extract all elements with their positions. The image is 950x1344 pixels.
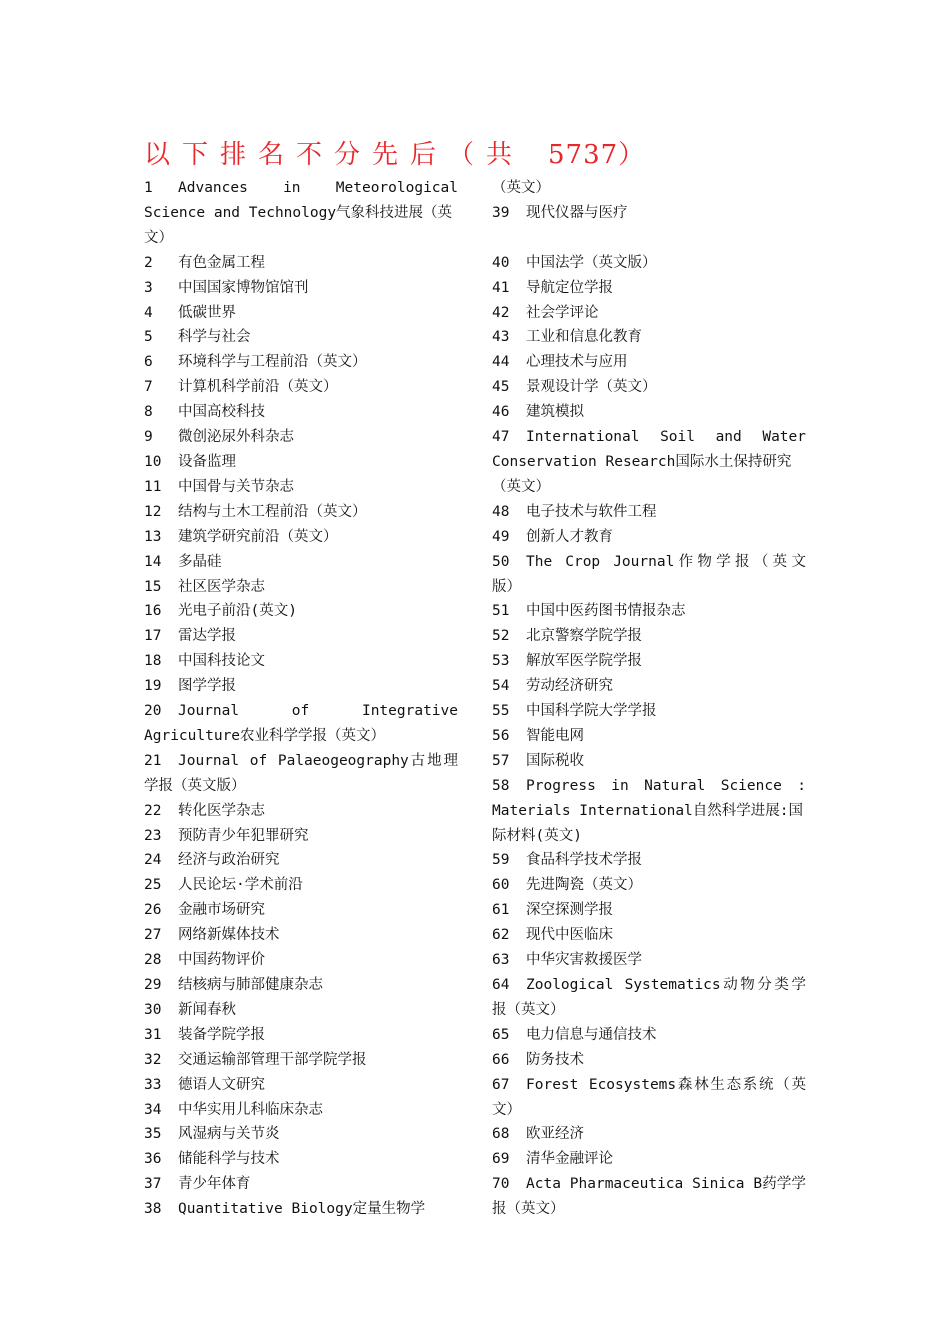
entry-number: 56 [492,727,510,744]
journal-entry [144,948,458,973]
entry-number: 61 [492,902,510,919]
journal-entry [492,724,806,749]
entry-number: 8 [144,404,153,421]
entry-number: 1 [144,180,153,196]
entry-title: 食品科学技术学报 [526,852,642,869]
entry-title: 创新人才教育 [526,528,613,545]
entry-number: 21 [144,752,162,769]
entry-number: 47 [492,429,510,446]
journal-entry [144,176,458,251]
entry-title: 建筑学研究前沿（英文） [178,528,338,545]
entry-number: 36 [144,1151,162,1168]
entry-number: 18 [144,653,162,670]
entry-number: 4 [144,304,153,321]
entry-number: 64 [492,977,510,993]
entry-title: 储能科学与技术 [178,1151,280,1168]
entry-title: International Soil and Water [526,429,806,446]
entry-number: 68 [492,1126,510,1143]
entry-title: 新闻春秋 [178,1001,236,1018]
journal-entry [492,774,806,849]
entry-title: 环境科学与工程前沿（英文） [178,354,367,371]
entry-number: 25 [144,877,162,894]
journal-entry [492,923,806,948]
entry-title: 社区医学杂志 [178,578,265,595]
entry-title: 交通运输部管理干部学院学报 [178,1051,367,1068]
journal-entry [492,948,806,973]
entry-number: 59 [492,852,510,869]
entry-number: 22 [144,802,162,819]
journal-entry [492,325,806,350]
journal-entry [144,998,458,1023]
title-text: 以下排名不分先后（共 [144,140,525,170]
journal-entry [144,1122,458,1147]
entry-title-continued: 学报（英文版） [144,777,246,794]
entry-number: 5 [144,329,153,346]
page-title [144,134,645,171]
entry-title: 现代仪器与医疗 [526,204,628,221]
entry-number: 34 [144,1101,162,1118]
journal-entry [492,699,806,724]
entry-number: 24 [144,852,162,869]
journal-entry [492,400,806,425]
journal-entry [144,799,458,824]
entry-title: 电子技术与软件工程 [526,503,657,520]
journal-entry [492,226,806,251]
journal-entry [492,1122,806,1147]
journal-entry [492,201,806,226]
entry-number: 23 [144,827,162,844]
journal-entry [144,1197,458,1222]
entry-title: 心理技术与应用 [526,354,628,371]
entry-number: 52 [492,628,510,645]
journal-entry [144,973,458,998]
entry-number: 37 [144,1176,162,1193]
journal-entry [144,251,458,276]
journal-entry [492,848,806,873]
journal-entry [144,575,458,600]
journal-entry [492,550,806,600]
entry-number: 41 [492,279,510,296]
entry-title: 多晶硅 [178,553,222,570]
entry-title: 装备学院学报 [178,1026,265,1043]
entry-number: 32 [144,1051,162,1068]
journal-entry [492,500,806,525]
entry-number: 69 [492,1151,510,1168]
entry-title: 北京警察学院学报 [526,628,642,645]
entry-title: Progress in Natural Science : [526,777,806,794]
journal-entry [492,898,806,923]
entry-title-continued: Materials International自然科学进展:国际材料(英文) [492,802,804,844]
journal-entry [144,325,458,350]
entry-title: Quantitative Biology定量生物学 [178,1201,426,1218]
entry-title-continued: Conservation Research国际水土保持研究（英文） [492,453,792,495]
entry-number: 20 [144,703,162,720]
journal-entry [492,525,806,550]
journal-entry [144,375,458,400]
entry-title: 风湿病与关节炎 [178,1126,280,1143]
entry-title: 清华金融评论 [526,1151,613,1168]
entry-title: Zoological Systematics动物分类学 [526,977,806,993]
entry-number: 26 [144,902,162,919]
journal-entry [144,624,458,649]
entry-number: 6 [144,354,153,371]
entry-title: 青少年体育 [178,1176,251,1193]
entry-title: 人民论坛·学术前沿 [178,877,303,894]
journal-entry [492,674,806,699]
journal-entry [144,749,458,799]
entry-title-continued: 报（英文） [492,1201,565,1218]
journal-entry [144,350,458,375]
entry-number: 63 [492,952,510,969]
entry-title: 导航定位学报 [526,279,613,296]
entry-number: 54 [492,678,510,695]
journal-entry [492,749,806,774]
journal-entry [144,1098,458,1123]
right-column [492,176,806,1222]
journal-entry [144,450,458,475]
journal-entry [492,251,806,276]
journal-entry [492,1172,806,1222]
journal-entry [144,550,458,575]
entry-title: 防务技术 [526,1051,584,1068]
entry-title: Acta Pharmaceutica Sinica B药学学 [526,1176,806,1193]
entry-title: 国际税收 [526,752,584,769]
entry-title: 中国骨与关节杂志 [178,478,294,495]
entry-number: 16 [144,603,162,620]
journal-entry [144,848,458,873]
entry-title: 先进陶瓷（英文） [526,877,642,894]
entry-title: 图学学报 [178,678,236,695]
entry-number: 43 [492,329,510,346]
entry-number: 27 [144,927,162,944]
journal-entry [144,301,458,326]
entry-title: 电力信息与通信技术 [526,1026,657,1043]
journal-entry [144,824,458,849]
entry-title: 景观设计学（英文） [526,379,657,396]
journal-entry [492,276,806,301]
entry-title: 智能电网 [526,727,584,744]
entry-number: 66 [492,1051,510,1068]
entry-number: 42 [492,304,510,321]
entry-number: 55 [492,703,510,720]
journal-entry [144,1023,458,1048]
journal-entry [492,873,806,898]
entry-title: 中国法学（英文版） [526,254,657,271]
entry-number: 13 [144,528,162,545]
entry-number: 9 [144,429,153,446]
journal-entry [144,898,458,923]
title-count: 5737） [548,140,646,170]
entry-number: 67 [492,1076,510,1093]
journal-entry [144,699,458,749]
journal-entry [144,873,458,898]
entry-number: 19 [144,678,162,695]
entry-number: 10 [144,453,162,470]
entry-number: 49 [492,528,510,545]
entry-title: 有色金属工程 [178,254,265,271]
journal-entry [492,350,806,375]
journal-entry [492,973,806,1023]
entry-title: The Crop Journal作物学报（英文 [526,553,806,570]
journal-entry [144,400,458,425]
entry-number: 11 [144,478,162,495]
entry-number: 45 [492,379,510,396]
journal-entry [144,276,458,301]
journal-entry [144,475,458,500]
entry-title: Journal of Palaeogeography古地理 [178,752,458,769]
journal-entry [492,1073,806,1123]
journal-entry [492,624,806,649]
entry-title: 经济与政治研究 [178,852,280,869]
entry-title: 工业和信息化教育 [526,329,642,346]
journal-entry [144,599,458,624]
entry-number: 39 [492,204,510,221]
journal-entry [144,923,458,948]
entry-title: Advances in Meteorological [178,180,458,196]
entry-number: 40 [492,254,510,271]
entry-number: 50 [492,553,510,570]
entry-title: 计算机科学前沿（英文） [178,379,338,396]
journal-entry [492,425,806,500]
entry-number: 48 [492,503,510,520]
entry-title: 预防青少年犯罪研究 [178,827,309,844]
journal-entry [144,1147,458,1172]
entry-title: 金融市场研究 [178,902,265,919]
journal-entry [144,1172,458,1197]
journal-entry [492,599,806,624]
entry-number: 46 [492,404,510,421]
entry-title: 中华实用儿科临床杂志 [178,1101,323,1118]
entry-number: 35 [144,1126,162,1143]
entry-number: 2 [144,254,153,271]
journal-entry [144,525,458,550]
entry-number: 28 [144,952,162,969]
entry-title: （英文） [492,180,550,196]
journal-entry [492,301,806,326]
journal-entry [492,1048,806,1073]
entry-number: 70 [492,1176,510,1193]
journal-entry [144,649,458,674]
entry-number: 60 [492,877,510,894]
entry-title-continued: 文） [492,1101,521,1118]
entry-title: 网络新媒体技术 [178,927,280,944]
entry-number: 31 [144,1026,162,1043]
entry-title: 结核病与肺部健康杂志 [178,977,323,993]
entry-title: 雷达学报 [178,628,236,645]
entry-title-continued: 报（英文） [492,1001,565,1018]
entry-title: 建筑模拟 [526,404,584,421]
journal-entry [144,500,458,525]
entry-title: 劳动经济研究 [526,678,613,695]
journal-entry [144,674,458,699]
journal-entry [144,1073,458,1098]
entry-number: 62 [492,927,510,944]
entry-title: 结构与土木工程前沿（英文） [178,503,367,520]
entry-number: 30 [144,1001,162,1018]
journal-entry [492,375,806,400]
entry-title: 光电子前沿(英文) [178,603,297,620]
entry-title: 设备监理 [178,453,236,470]
entry-title: 欧亚经济 [526,1126,584,1143]
entry-number: 29 [144,977,162,993]
journal-entry [492,649,806,674]
entry-number: 58 [492,777,510,794]
entry-number: 38 [144,1201,162,1218]
journal-entry [144,1048,458,1073]
entry-number: 7 [144,379,153,396]
entry-title-continued: 版） [492,578,521,595]
entry-title: 解放军医学院学报 [526,653,642,670]
journal-entry [492,1147,806,1172]
entry-title: 中国科技论文 [178,653,265,670]
entry-title: 中华灾害救援医学 [526,952,642,969]
entry-title: 中国高校科技 [178,404,265,421]
left-column [144,176,458,1222]
entry-number: 44 [492,354,510,371]
entry-title: 深空探测学报 [526,902,613,919]
entry-title: Journal of Integrative [178,703,458,720]
entry-number: 17 [144,628,162,645]
entry-number: 12 [144,503,162,520]
entry-number: 3 [144,279,153,296]
entry-title: 现代中医临床 [526,927,613,944]
entry-title-continued: Agriculture农业科学学报（英文） [144,727,386,744]
entry-title: 中国药物评价 [178,952,265,969]
entry-title: 中国科学院大学学报 [526,703,657,720]
entry-number: 15 [144,578,162,595]
entry-title: 中国国家博物馆馆刊 [178,279,309,296]
entry-number: 53 [492,653,510,670]
entry-title: 微创泌尿外科杂志 [178,429,294,446]
entry-title-continued: Science and Technology气象科技进展（英文） [144,204,453,246]
journal-entry [144,425,458,450]
entry-title: Forest Ecosystems森林生态系统（英 [526,1076,806,1093]
journal-entry [492,176,806,201]
entry-title: 中国中医药图书情报杂志 [526,603,686,620]
entry-number: 14 [144,553,162,570]
entry-title: 德语人文研究 [178,1076,265,1093]
entry-number: 33 [144,1076,162,1093]
entry-title: 科学与社会 [178,329,251,346]
entry-number: 51 [492,603,510,620]
entry-title: 社会学评论 [526,304,599,321]
entry-number: 65 [492,1026,510,1043]
journal-entry [492,1023,806,1048]
entry-number: 57 [492,752,510,769]
entry-title: 转化医学杂志 [178,802,265,819]
entry-title: 低碳世界 [178,304,236,321]
